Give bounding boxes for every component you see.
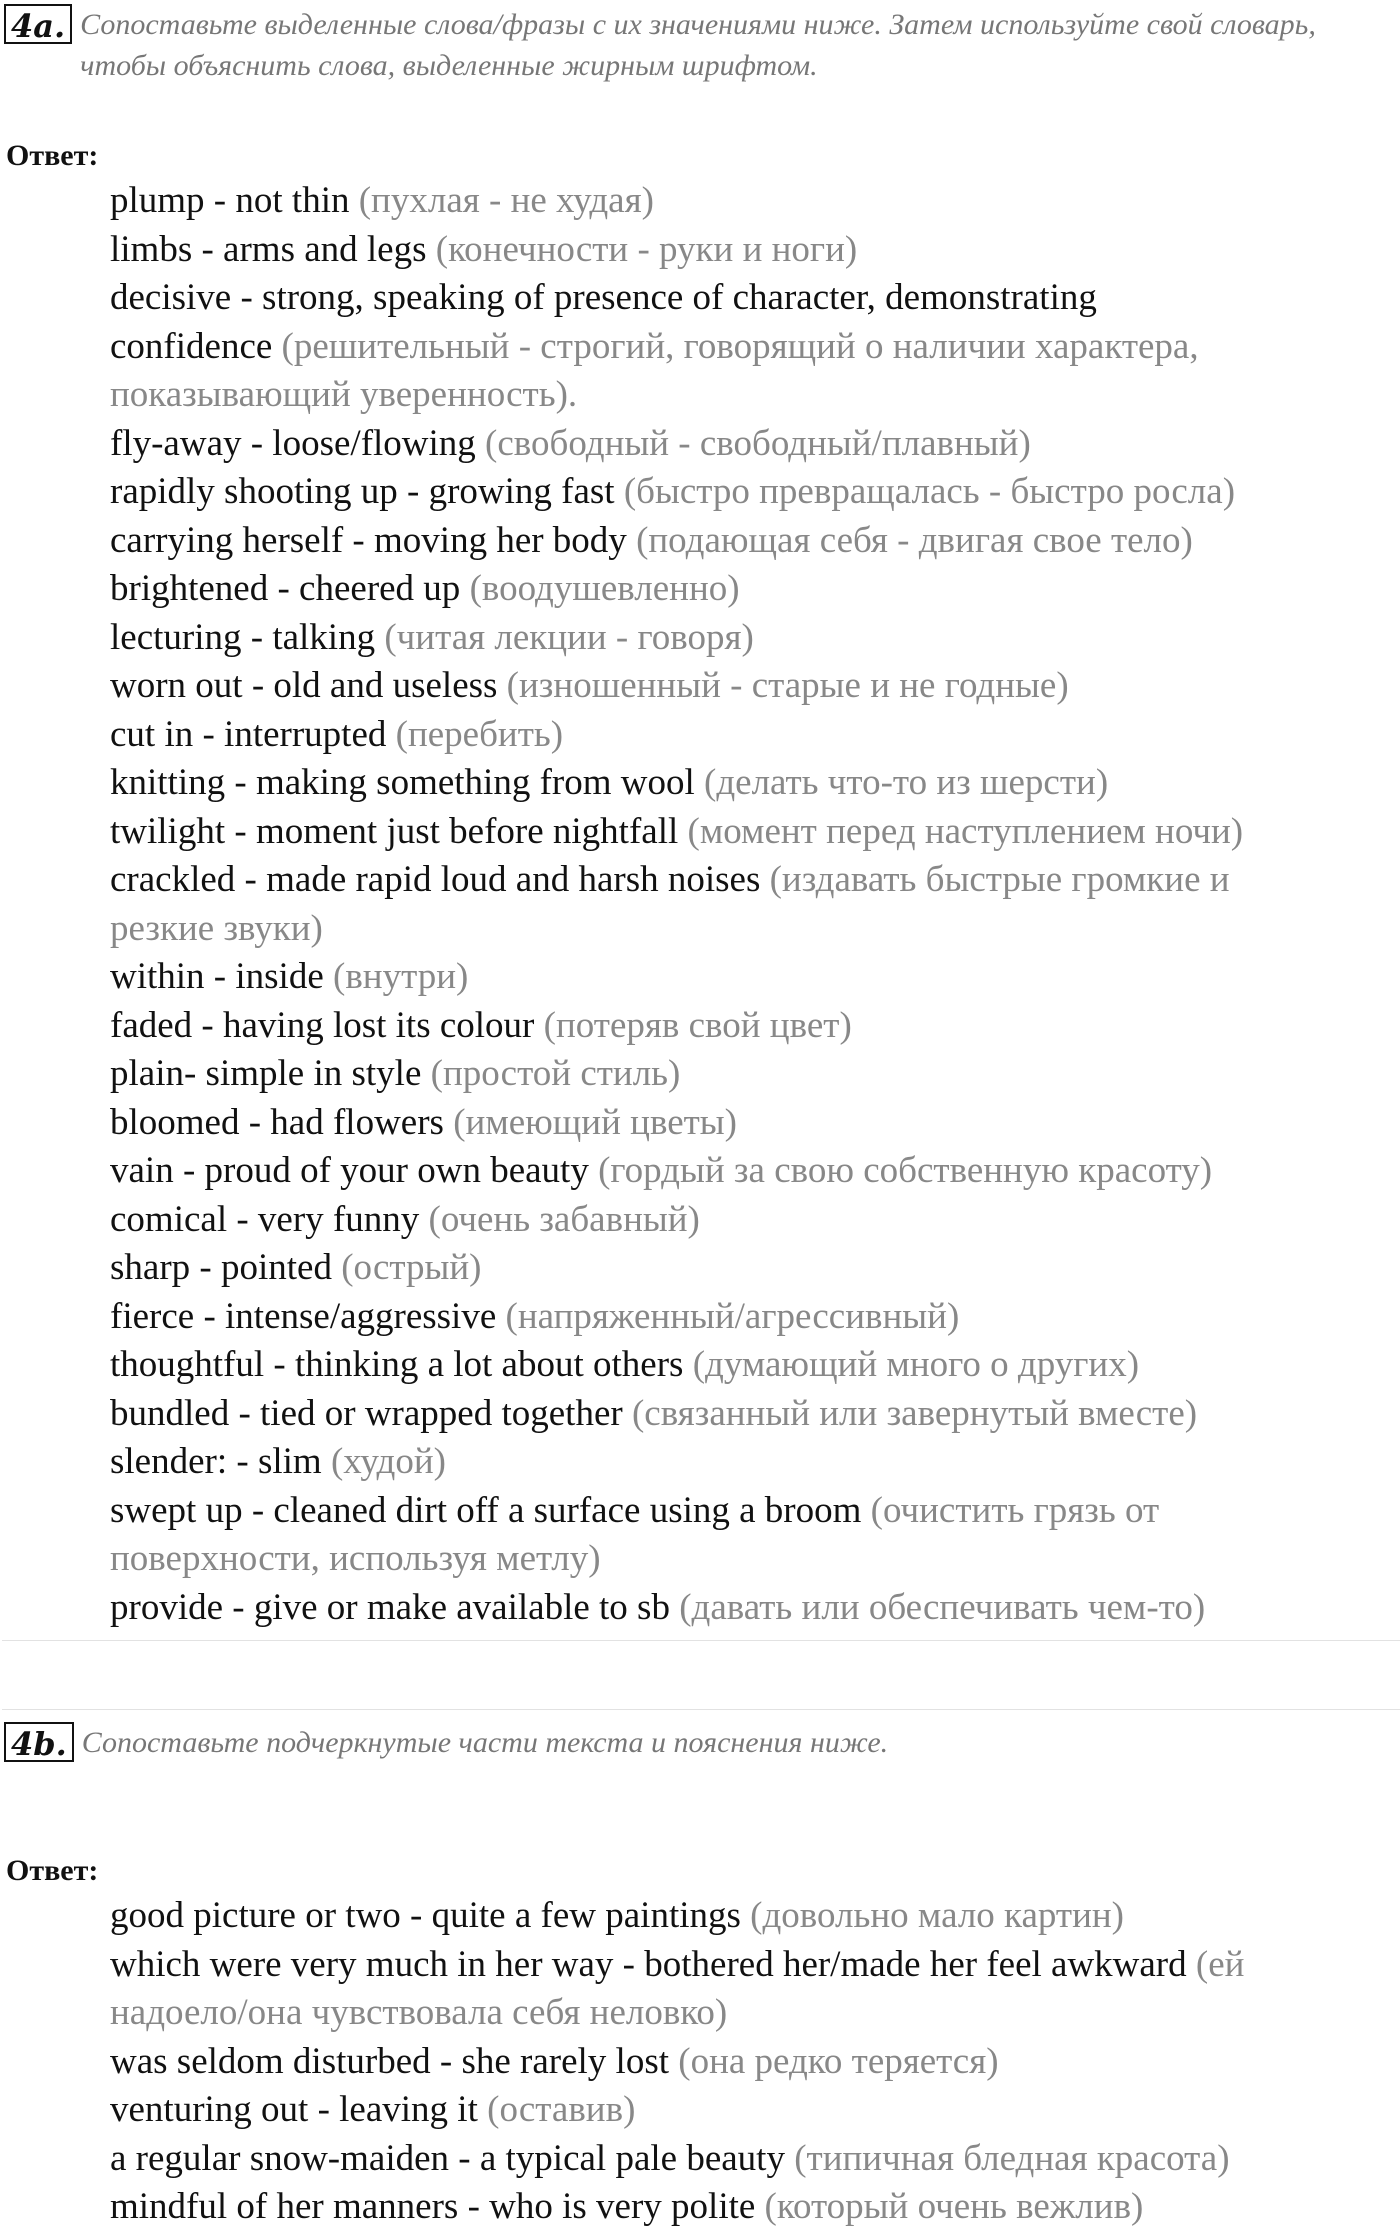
english-definition: crackled - made rapid loud and harsh noises [110,859,770,900]
answer-line [110,1293,1400,1342]
divider [2,1640,1400,1641]
answer-line [110,274,1400,323]
russian-translation: (конечности - руки и ноги) [435,228,858,270]
english-definition: swept up - cleaned dirt off a surface using a broom [110,1489,871,1531]
english-definition: within - inside [110,956,334,997]
russian-translation: (подающая себя - двигая свое тело) [636,519,1193,561]
english-definition: comical - very funny [110,1198,429,1240]
answer-line [110,1050,1400,1099]
task-number: 4b. [4,1722,74,1762]
answer-line [110,1147,1400,1196]
english-definition: plump - not thin [110,180,359,221]
russian-translation: поверхности, используя метлу) [110,1538,601,1579]
english-definition: decisive - strong, speaking of presence of character, demonstrating [110,277,1097,318]
english-definition: slender: - slim [110,1441,331,1482]
english-definition: faded - having lost its colour [110,1004,544,1046]
answer-line [110,226,1400,275]
english-definition: venturing out - leaving it [110,2089,488,2130]
russian-translation: (острый) [341,1247,482,1288]
russian-translation: (который очень вежлив) [764,2186,1144,2227]
english-definition: fly-away - loose/flowing [110,422,486,464]
russian-translation: показывающий уверенность). [110,374,578,415]
english-definition: bloomed - had flowers [110,1101,454,1143]
russian-translation: (ей [1195,1943,1245,1985]
english-definition: lecturing - talking [110,616,385,658]
english-definition: sharp - pointed [110,1247,342,1288]
english-definition: carrying herself - moving her body [110,519,637,561]
answer-line [110,1244,1400,1293]
task-instruction: Сопоставьте выделенные слова/фразы с их значениями ниже. Затем используйте свой словарь, чтобы объяснить слова, выделенные жирным шрифтом. [80,8,1316,82]
answer-list-a [110,177,1400,1632]
answer-line [110,1989,1400,2038]
answer-line [110,1535,1400,1584]
answer-line [110,323,1400,372]
russian-translation: (воодушевленно) [469,568,740,609]
answer-line [110,468,1400,517]
answer-line [110,1487,1400,1536]
russian-translation: (связанный или завернутый вместе) [631,1392,1198,1434]
russian-translation: (худой) [330,1441,446,1482]
answer-line [110,905,1400,954]
answer-line [110,2086,1400,2135]
task-b-header [4,1722,1372,1763]
answer-line [110,1584,1400,1633]
english-definition: cut in - interrupted [110,713,396,755]
english-definition: rapidly shooting up - growing fast [110,471,624,512]
english-definition: which were very much in her way - bothered her/made her feel awkward [110,1943,1196,1985]
answer-list-b [110,1892,1400,2232]
english-definition: plain- simple in style [110,1053,431,1094]
answer-line [110,371,1400,420]
answer-label: Ответ: [6,1854,99,1887]
russian-translation: (пухлая - не худая) [358,180,654,221]
task-instruction: Сопоставьте подчеркнутые части текста и пояснения ниже. [81,1726,889,1759]
russian-translation: (издавать быстрые громкие и [769,859,1230,900]
divider [2,1709,1400,1710]
english-definition: twilight - moment just before nightfall [110,810,688,852]
russian-translation: надоело/она чувствовала себя неловко) [110,1992,728,2033]
russian-translation: (делать что-то из шерсти) [704,762,1109,803]
english-definition: brightened - cheered up [110,568,470,609]
english-definition: good picture or two - quite a few paintings [110,1895,751,1936]
russian-translation: резкие звуки) [110,907,323,949]
russian-translation: (потеряв свой цвет) [543,1004,852,1046]
russian-translation: (очень забавный) [428,1198,700,1240]
russian-translation: (читая лекции - говоря) [384,616,754,658]
russian-translation: (свободный - свободный/плавный) [485,422,1031,464]
answer-line [110,953,1400,1002]
russian-translation: (решительный - строгий, говорящий о наличии характера, [281,325,1199,367]
answer-line [110,2183,1400,2232]
english-definition: mindful of her manners - who is very polite [110,2186,765,2227]
russian-translation: (очистить грязь от [870,1489,1160,1531]
answer-line [110,1196,1400,1245]
english-definition: bundled - tied or wrapped together [110,1392,632,1434]
english-definition: worn out - old and useless [110,665,507,706]
answer-line [110,856,1400,905]
english-definition: fierce - intense/aggressive [110,1295,506,1337]
english-definition: limbs - arms and legs [110,228,436,270]
english-definition: was seldom disturbed - she rarely lost [110,2040,679,2082]
answer-line [110,808,1400,857]
answer-line [110,565,1400,614]
russian-translation: (момент перед наступлением ночи) [687,810,1244,852]
russian-translation: (простой стиль) [430,1053,681,1094]
russian-translation: (оставив) [487,2089,636,2130]
answer-line [110,177,1400,226]
answer-line [110,1002,1400,1051]
task-a-header [4,4,1370,86]
russian-translation: (она редко теряется) [678,2040,999,2082]
answer-label: Ответ: [6,139,99,172]
task-number: 4a. [4,4,72,44]
answer-line [110,517,1400,566]
russian-translation: (быстро превращалась - быстро росла) [623,471,1236,512]
answer-line [110,711,1400,760]
answer-line [110,1390,1400,1439]
english-definition: confidence [110,325,282,367]
answer-line [110,662,1400,711]
english-definition: thoughtful - thinking a lot about others [110,1344,693,1385]
russian-translation: (имеющий цветы) [453,1101,737,1143]
russian-translation: (гордый за свою собственную красоту) [598,1150,1213,1191]
english-definition: knitting - making something from wool [110,762,705,803]
russian-translation: (типичная бледная красота) [794,2137,1230,2179]
russian-translation: (изношенный - старые и не годные) [506,665,1069,706]
answer-line [110,2038,1400,2087]
answer-line [110,614,1400,663]
answer-line [110,420,1400,469]
answer-line [110,1438,1400,1487]
answer-line [110,1099,1400,1148]
answer-line [110,2135,1400,2184]
russian-translation: (думающий много о других) [692,1344,1140,1385]
english-definition: vain - proud of your own beauty [110,1150,599,1191]
answer-line [110,1892,1400,1941]
russian-translation: (внутри) [333,956,469,997]
english-definition: a regular snow-maiden - a typical pale beauty [110,2137,795,2179]
english-definition: provide - give or make available to sb [110,1586,680,1628]
russian-translation: (напряженный/агрессивный) [505,1295,960,1337]
answer-line [110,1941,1400,1990]
russian-translation: (перебить) [395,713,564,755]
answer-line [110,1341,1400,1390]
russian-translation: (давать или обеспечивать чем-то) [679,1586,1206,1628]
russian-translation: (довольно мало картин) [750,1895,1124,1936]
answer-line [110,759,1400,808]
